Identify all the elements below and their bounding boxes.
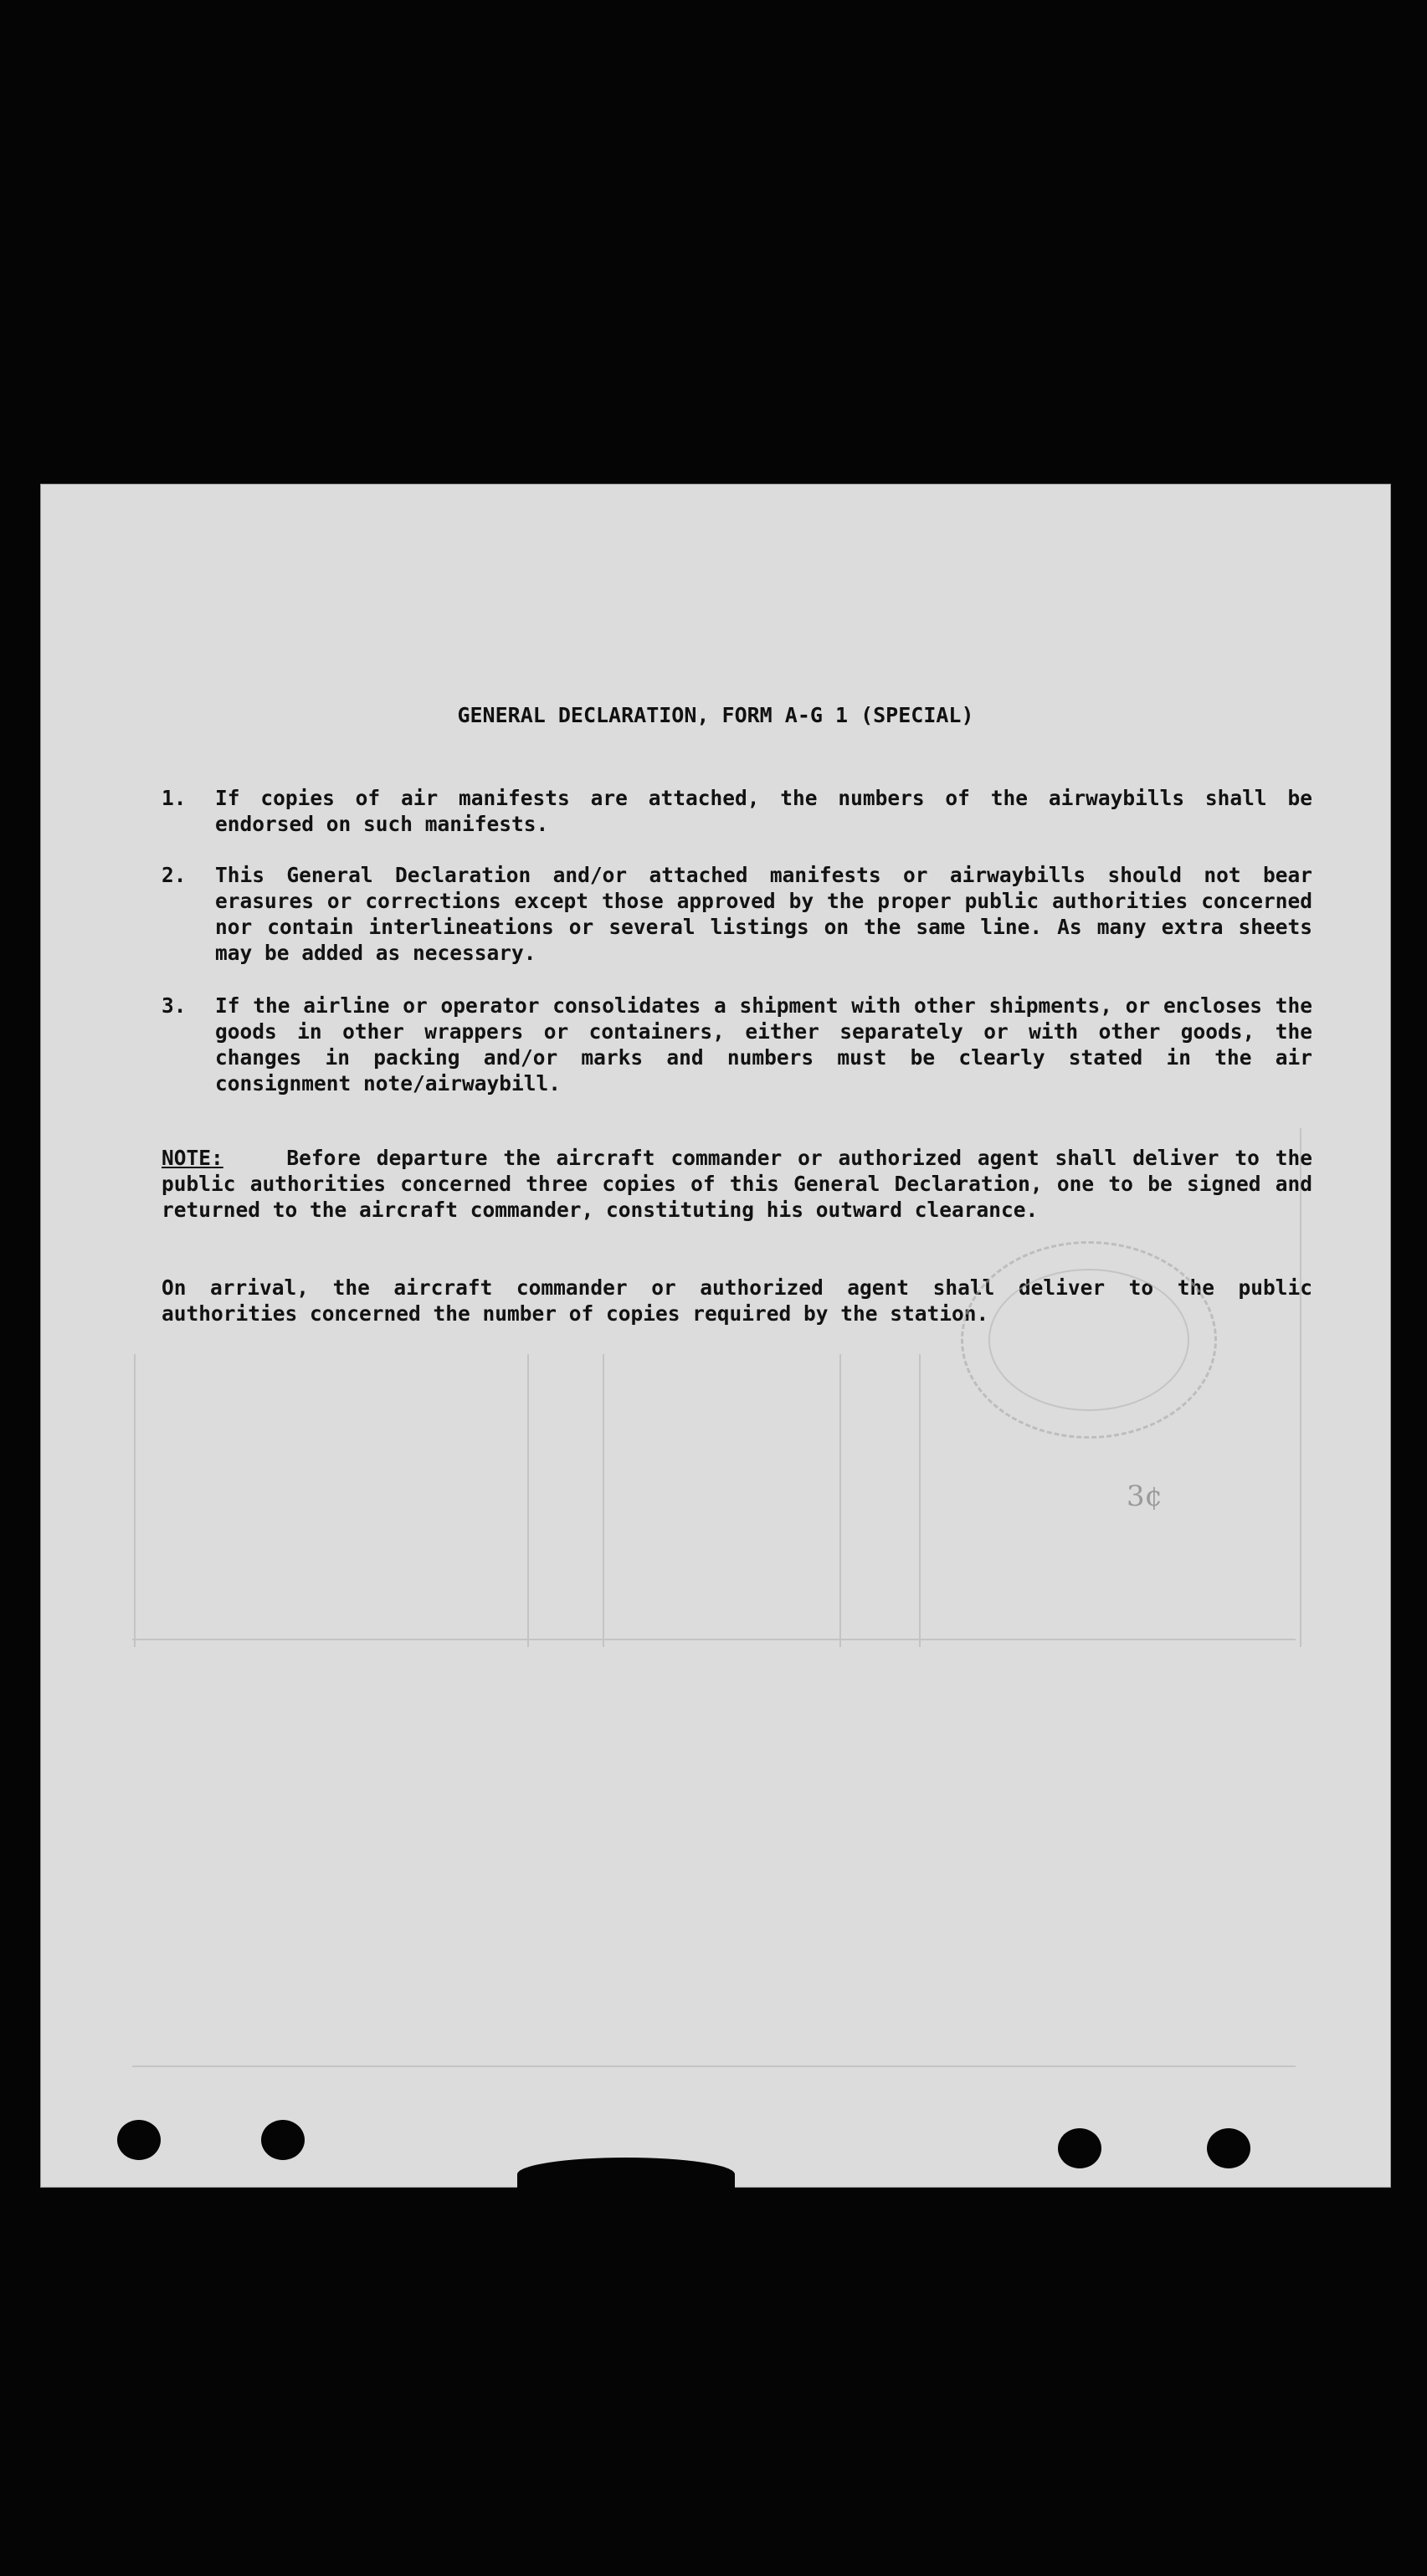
stamp-inner-ring bbox=[988, 1269, 1189, 1411]
torn-edge bbox=[517, 2158, 735, 2191]
bleed-through-rule bbox=[132, 1639, 1296, 1640]
stamp-value: 3¢ bbox=[1127, 1480, 1163, 1513]
bleed-through-column bbox=[603, 1354, 604, 1647]
note-label: NOTE: bbox=[162, 1146, 223, 1170]
instruction-item-2 bbox=[162, 862, 1312, 966]
item-text: If copies of air manifests are attached, the numbers of the airwaybills shall be endorsed on such manifests. bbox=[215, 786, 1312, 836]
bleed-through-column bbox=[919, 1354, 921, 1647]
document-page bbox=[40, 484, 1391, 2188]
punch-hole bbox=[1207, 2128, 1250, 2168]
faded-stamp bbox=[961, 1241, 1217, 1439]
bleed-through-column bbox=[527, 1354, 529, 1647]
item-number: 2. bbox=[162, 863, 187, 887]
bleed-through-column bbox=[134, 1354, 136, 1647]
note-paragraph bbox=[162, 1145, 1312, 1223]
arrival-paragraph: On arrival, the aircraft commander or authorized agent shall deliver to the public authorities concerned the number of copies required by the station. bbox=[162, 1275, 1312, 1326]
punch-hole bbox=[261, 2120, 305, 2160]
punch-hole bbox=[1058, 2128, 1101, 2168]
item-number: 3. bbox=[162, 993, 187, 1018]
item-text: This General Declaration and/or attached manifests or airwaybills should not bear erasures or corrections except those approved by the proper public authorities concerned nor contain interlineations or several listings on the same line. As many extra sheets may be added as necessary. bbox=[215, 863, 1312, 965]
punch-hole bbox=[117, 2120, 161, 2160]
bleed-through-rule bbox=[132, 2065, 1296, 2067]
item-text: If the airline or operator consolidates a shipment with other shipments, or encloses the goods in other wrappers or containers, either separately or with other goods, the changes in packing and/or marks and numbers must be clearly stated in the air consignment note/airwaybill. bbox=[215, 993, 1312, 1096]
instruction-item-3 bbox=[162, 993, 1312, 1096]
bleed-through-column bbox=[839, 1354, 841, 1647]
note-text: Before departure the aircraft commander or authorized agent shall deliver to the public authorities concerned three copies of this General Declaration, one to be signed and returned to the aircraft commander, constituting his outward clearance. bbox=[162, 1146, 1312, 1222]
declaration-title: GENERAL DECLARATION, FORM A-G 1 (SPECIAL) bbox=[457, 703, 974, 727]
item-number: 1. bbox=[162, 786, 187, 810]
instruction-item-1 bbox=[162, 785, 1312, 837]
